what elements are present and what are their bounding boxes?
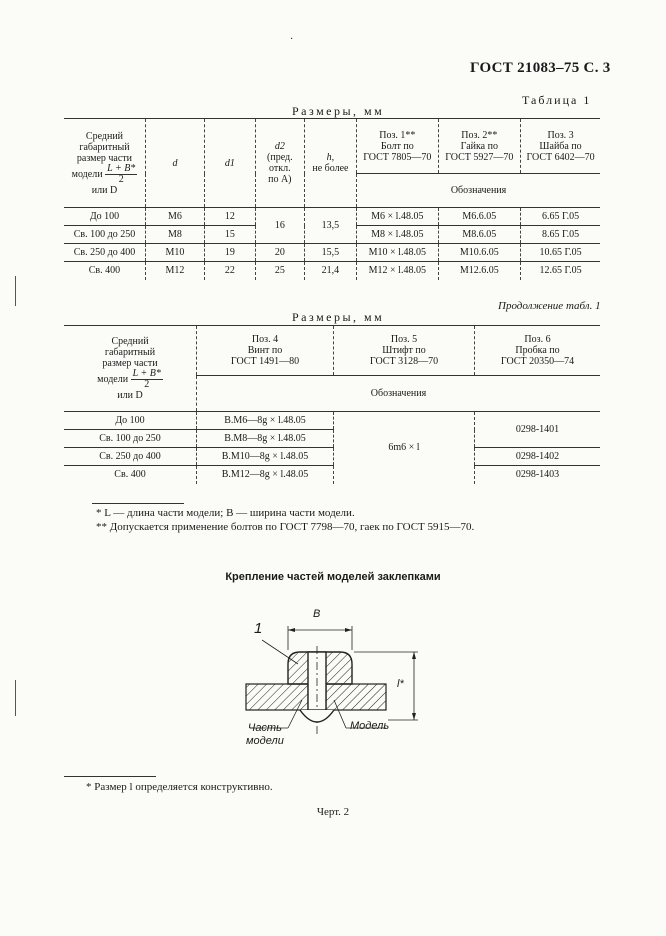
footnote-1: * L — длина части модели; B — ширина части модели.	[96, 507, 355, 519]
t1-r2-size: Св. 250 до 400	[73, 247, 136, 258]
t2-r3-p4: В.М12—8g × l.48.05	[197, 466, 334, 484]
scan-mark-2	[15, 680, 16, 716]
footnote-2: ** Допускается применение болтов по ГОСТ 7798—70, гаек по ГОСТ 5915—70.	[96, 521, 475, 533]
t2-designations: Обозначения	[197, 376, 601, 412]
t1-col-d: d	[145, 119, 204, 208]
page-header: ГОСТ 21083–75 С. 3	[470, 60, 611, 76]
figure-caption: Крепление частей моделей заклепками	[225, 571, 441, 583]
t1-col-pos1: Поз. 1** Болт по ГОСТ 7805—70	[357, 119, 438, 174]
t1-col-avg-size: Средний габаритный размер части модели $\frac{L + B*}{2}$ или D	[71, 130, 136, 196]
model-plate-right	[326, 684, 386, 710]
label-model: Модель	[350, 720, 390, 732]
footnote-3: * Размер l определяется конструктивно.	[86, 781, 273, 793]
t1-r0-p3: 6.65 Г.05	[521, 208, 600, 226]
t2-p5-merged: 6m6 × l	[334, 412, 475, 484]
t1-r1-p2: М8.6.05	[438, 226, 521, 244]
table2-sizes-label: Размеры, мм	[292, 310, 385, 324]
t1-r3-p2: М12.6.05	[438, 262, 521, 280]
continuation-label: Продолжение табл. 1	[498, 300, 601, 312]
t1-r0-d2: 16	[255, 208, 304, 244]
t2-p6-2: 0298-1403	[475, 466, 601, 484]
t1-r3-h: 21,4	[304, 262, 356, 280]
t2-col-avg-size: Средний габаритный размер части модели $\frac{L + B*}{2}$ или D	[97, 336, 161, 401]
t1-r3-size: Св. 400	[88, 265, 121, 277]
t1-r2-d: М10	[145, 244, 204, 262]
table1-sizes-label: Размеры, мм	[292, 104, 385, 118]
table1-label: Таблица 1	[522, 93, 592, 107]
scan-mark-1	[15, 276, 16, 306]
t2-col-pos6: Поз. 6 Пробка по ГОСТ 20350—74	[475, 326, 601, 376]
label-1: 1	[254, 620, 263, 637]
t2-r2-p4: В.М10—8g × l.48.05	[197, 448, 334, 466]
t1-designations: Обозначения	[357, 174, 600, 208]
t2-r3-size: Св. 400	[114, 469, 146, 481]
t2-r1-p4: В.М8—8g × l.48.05	[197, 430, 334, 448]
t2-p6-0: 0298-1401	[475, 412, 601, 448]
t1-r0-size: До 100	[89, 211, 120, 222]
t1-col-pos2: Поз. 2** Гайка по ГОСТ 5927—70	[438, 119, 521, 174]
label-l: l*	[397, 678, 404, 690]
t1-r2-p2: М10.6.05	[438, 244, 521, 262]
t2-r0-p4: В.М6—8g × l.48.05	[197, 412, 334, 430]
t1-r2-h: 15,5	[304, 244, 356, 262]
t2-col-pos5: Поз. 5 Штифт по ГОСТ 3128—70	[334, 326, 475, 376]
t1-col-d1: d1	[204, 119, 255, 208]
t2-r0-size: До 100	[115, 415, 145, 426]
t1-r0-p2: М6.6.05	[438, 208, 521, 226]
figure-number: Черт. 2	[316, 806, 350, 818]
label-part-of-model: Часть модели	[246, 722, 284, 747]
t2-r1-size: Св. 100 до 250	[99, 433, 161, 444]
t1-r0-h: 13,5	[304, 208, 356, 244]
t1-r0-d: М6	[145, 208, 204, 226]
t1-col-d2: d2 (пред. откл. по A)	[255, 119, 304, 208]
t1-r1-p1: М8 × l.48.05	[357, 226, 438, 244]
rivet-head	[300, 710, 334, 722]
t1-r3-d1: 22	[204, 262, 255, 280]
t1-r0-p1: М6 × l.48.05	[357, 208, 438, 226]
stray-dot: ·	[290, 34, 294, 45]
t1-r1-d: М8	[145, 226, 204, 244]
t1-col-pos3: Поз. 3 Шайба по ГОСТ 6402—70	[521, 119, 600, 174]
t1-r0-d1: 12	[204, 208, 255, 226]
t1-r3-d: М12	[145, 262, 204, 280]
t1-r1-p3: 8.65 Г.05	[521, 226, 600, 244]
t1-col-h: h, не более	[304, 119, 356, 208]
t1-r2-d1: 19	[204, 244, 255, 262]
t1-r2-p3: 10.65 Г.05	[521, 244, 600, 262]
t1-r1-d1: 15	[204, 226, 255, 244]
t1-r3-p3: 12.65 Г.05	[521, 262, 600, 280]
t1-r2-d2: 20	[255, 244, 304, 262]
t2-r2-size: Св. 250 до 400	[99, 451, 161, 462]
t1-r3-p1: М12 × l.48.05	[357, 262, 438, 280]
label-b: B	[313, 608, 321, 620]
t1-r3-d2: 25	[255, 262, 304, 280]
footnote-rule-2	[64, 776, 156, 777]
t1-r2-p1: М10 × l.48.05	[357, 244, 438, 262]
t2-p6-1: 0298-1402	[475, 448, 601, 466]
t1-r1-size: Св. 100 до 250	[73, 229, 136, 240]
t2-col-pos4: Поз. 4 Винт по ГОСТ 1491—80	[197, 326, 334, 376]
leader-1	[262, 640, 298, 664]
